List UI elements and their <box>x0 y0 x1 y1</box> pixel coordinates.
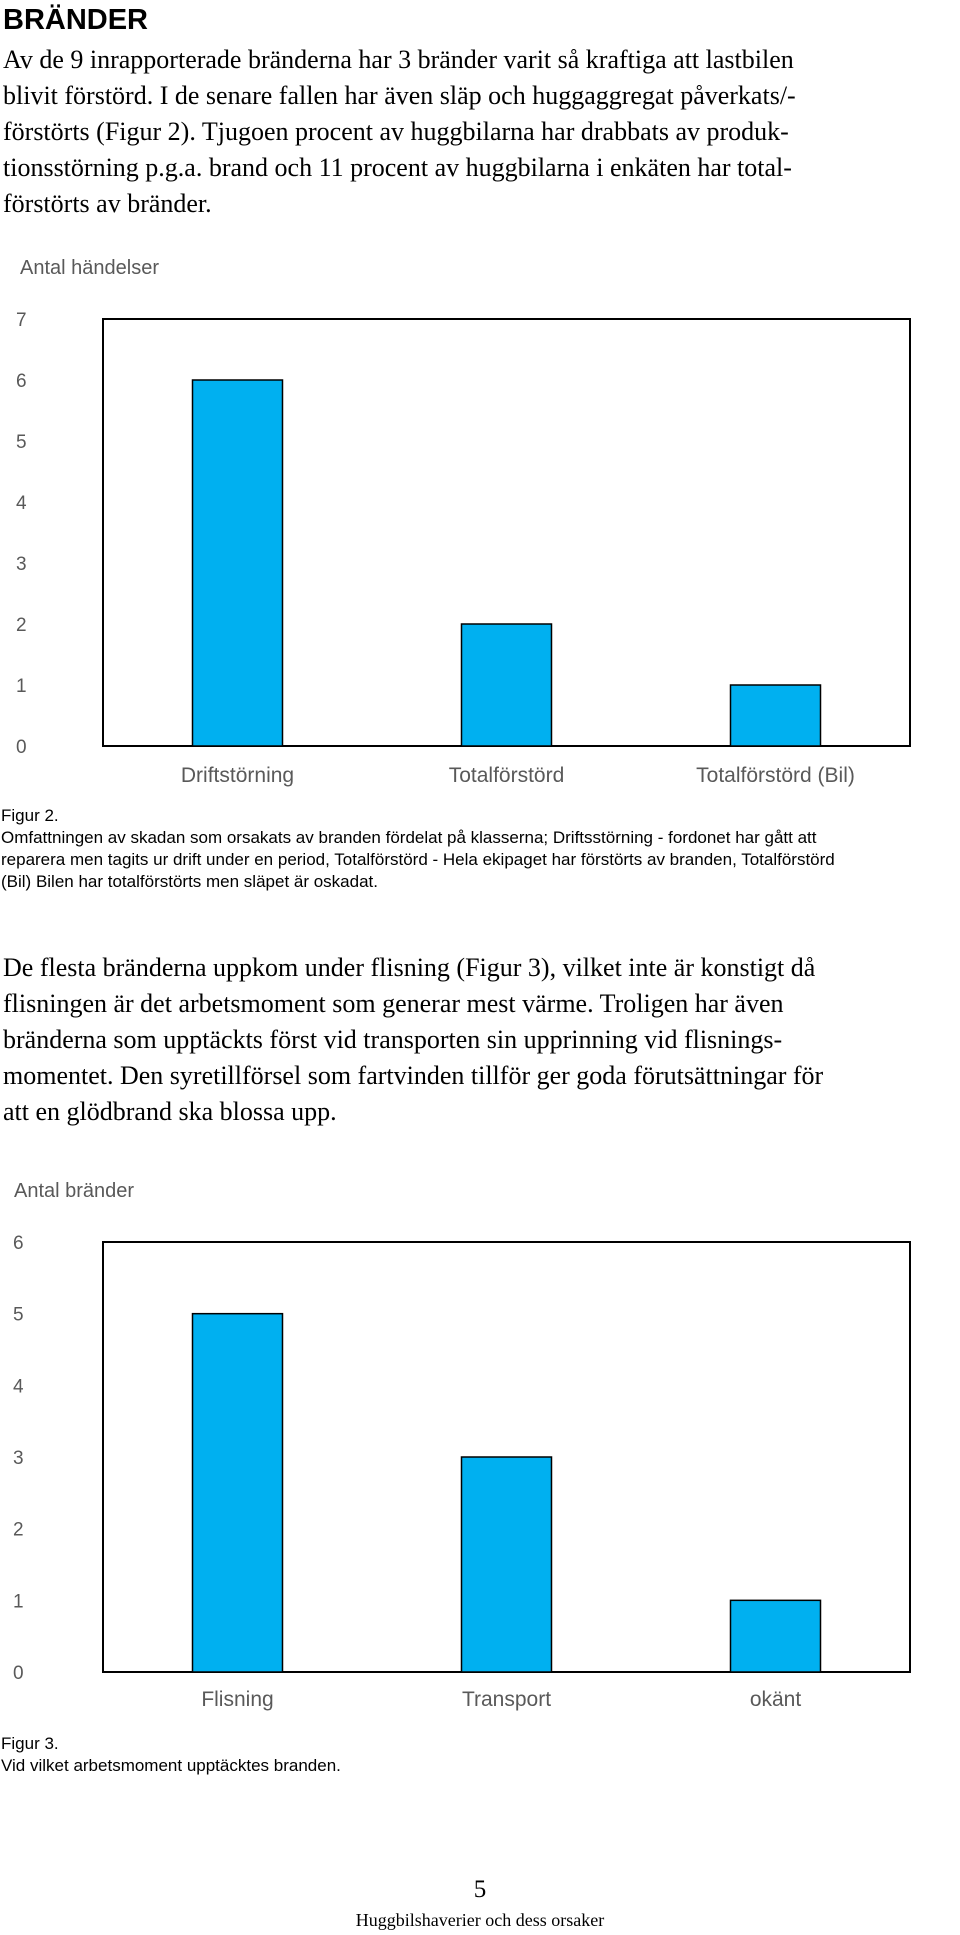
page-number: 5 <box>473 1876 487 1903</box>
bar-driftstörning <box>193 380 283 746</box>
paragraph-line: Av de 9 inrapporterade bränderna har 3 bränder varit så kraftiga att lastbilen <box>3 45 794 74</box>
y-tick-label: 0 <box>16 737 27 758</box>
y-tick-label: 2 <box>16 615 27 636</box>
figure-label: Figur 2. <box>1 806 59 825</box>
intro-paragraph <box>3 42 955 222</box>
y-tick-label: 6 <box>16 371 27 392</box>
bar-okänt <box>731 1600 821 1672</box>
paragraph-line: bränderna som upptäckts först vid transporten sin upprinning vid flisnings- <box>3 1025 783 1054</box>
bar-totalförstörd <box>462 624 552 746</box>
paragraph-line: De flesta bränderna uppkom under flisning (Figur 3), vilket inte är konstigt då <box>3 953 816 982</box>
y-tick-label: 0 <box>13 1663 24 1684</box>
paragraph-line: tionsstörning p.g.a. brand och 11 procent av huggbilarna i enkäten har total- <box>3 153 792 182</box>
bar-flisning <box>193 1314 283 1672</box>
caption-line: Vid vilket arbetsmoment upptäcktes branden. <box>1 1756 341 1775</box>
y-tick-label: 3 <box>13 1448 24 1469</box>
x-category-label: Totalförstörd <box>448 764 565 787</box>
y-tick-label: 1 <box>16 676 27 697</box>
y-axis-label: Antal händelser <box>20 257 159 279</box>
section-heading: BRÄNDER <box>3 4 148 36</box>
x-category-label: Transport <box>461 1688 552 1711</box>
footer-title: Huggbilshaverier och dess orsaker <box>355 1910 605 1930</box>
y-tick-label: 3 <box>16 554 27 575</box>
caption-line: reparera men tagits ur drift under en period, Totalförstörd - Hela ekipaget har förstörts av branden, Totalförstörd <box>1 850 835 869</box>
y-tick-label: 4 <box>16 493 27 514</box>
figure-2-caption <box>1 805 835 893</box>
figure-3-caption <box>1 1733 341 1777</box>
x-category-label: okänt <box>749 1688 802 1711</box>
y-tick-label: 2 <box>13 1519 24 1541</box>
y-tick-label: 5 <box>13 1304 24 1326</box>
bar-totalförstörd-bil- <box>731 685 821 746</box>
paragraph-line: förstörts av bränder. <box>3 189 212 218</box>
y-tick-label: 5 <box>16 432 27 453</box>
y-axis-label: Antal bränder <box>14 1180 135 1202</box>
figure-label: Figur 3. <box>1 1734 59 1753</box>
figure-2-chart <box>0 245 960 805</box>
caption-line: (Bil) Bilen har totalförstörts men släpet är oskadat. <box>1 872 378 891</box>
bar-transport <box>462 1457 552 1672</box>
x-category-label: Flisning <box>201 1688 274 1711</box>
y-tick-label: 6 <box>13 1233 24 1254</box>
caption-line: Omfattningen av skadan som orsakats av branden fördelat på klasserna; Driftsstörning - fordonet har gått att <box>1 828 817 847</box>
body-paragraph <box>3 950 955 1130</box>
paragraph-line: förstörts (Figur 2). Tjugoen procent av huggbilarna har drabbats av produk- <box>3 117 789 146</box>
paragraph-line: blivit förstörd. I de senare fallen har även släp och huggaggregat påverkats/- <box>3 81 796 110</box>
y-tick-label: 4 <box>13 1376 24 1398</box>
x-category-label: Totalförstörd (Bil) <box>696 764 855 787</box>
paragraph-line: flisningen är det arbetsmoment som generar mest värme. Troligen har även <box>3 989 784 1018</box>
x-category-label: Driftstörning <box>180 764 295 787</box>
paragraph-line: momentet. Den syretillförsel som fartvinden tillför ger goda förutsättningar för <box>3 1061 824 1090</box>
paragraph-line: att en glödbrand ska blossa upp. <box>3 1097 337 1126</box>
y-tick-label: 7 <box>16 310 27 331</box>
figure-3-chart <box>0 1165 960 1725</box>
y-tick-label: 1 <box>13 1591 24 1613</box>
